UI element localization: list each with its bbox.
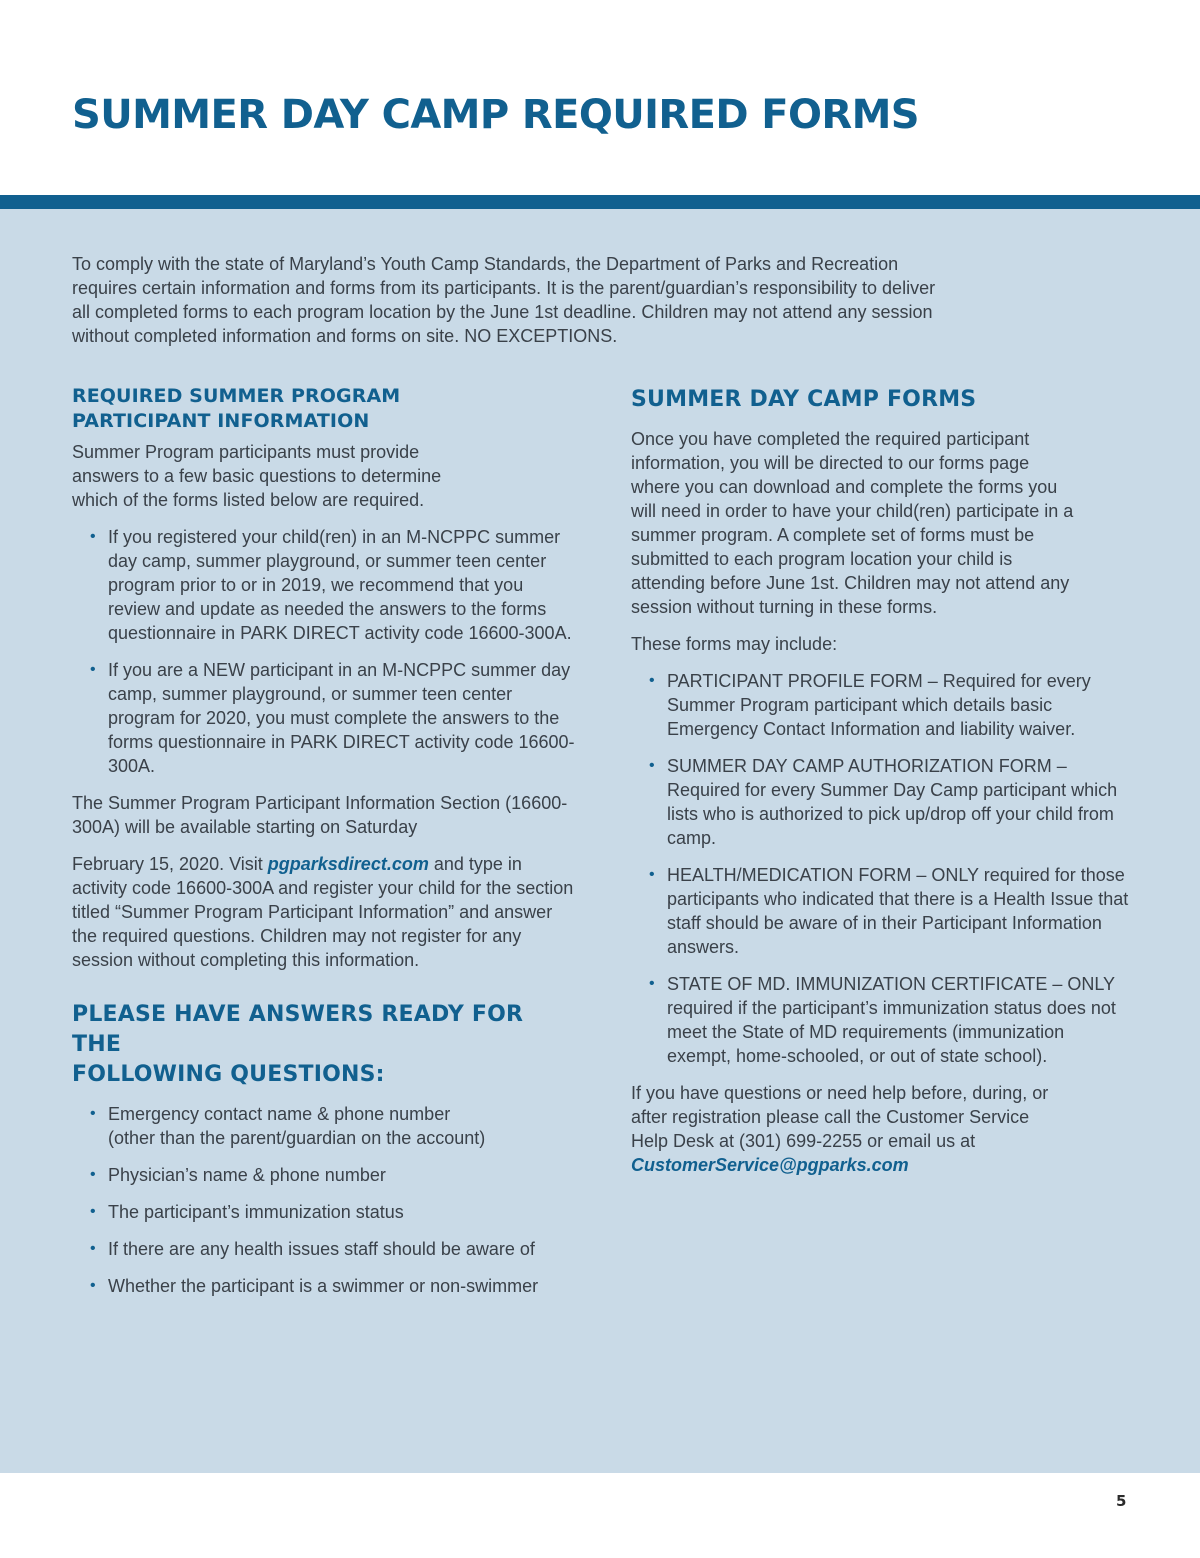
participant-info-heading: REQUIRED SUMMER PROGRAM PARTICIPANT INFORMATION [72,385,401,432]
bullet-icon: • [90,1240,96,1257]
bullet-icon: • [90,661,96,678]
list-item: • STATE OF MD. IMMUNIZATION CERTIFICATE – ONLY required if the participant’s immunization status does not meet the State of MD requirements (immunization exempt, home-schooled, or out of state school). [649,974,1116,1066]
bullet-icon: • [649,672,655,689]
bullet-icon: • [90,1203,96,1220]
bullet-icon: • [649,866,655,883]
right-column [631,385,1131,1177]
list-item: • If you are a NEW participant in an M-NCPPC summer day camp, summer playground, or summer teen center program for 2020, you must complete the answers to the forms questionnaire in PARK DIRECT activity code 16600-300A. [90,660,575,776]
forms-intro: These forms may include: [631,634,838,654]
forms-lead: Once you have completed the required participant information, you will be directed to our forms page where you can download and complete the forms you will need in order to have your child(ren) participate in a summer program. A complete set of forms must be submitted to each program location your child is attending before June 1st. Children may not attend any session without turning in these forms. [631,429,1074,617]
list-item: • If there are any health issues staff should be aware of [90,1239,535,1259]
bullet-icon: • [90,1166,96,1183]
list-item: • HEALTH/MEDICATION FORM – ONLY required for those participants who indicated that there is a Health Issue that staff should be aware of in their Participant Information answers. [649,865,1129,957]
customer-service-email-link[interactable]: CustomerService@pgparks.com [631,1155,909,1175]
bullet-icon: • [649,975,655,992]
left-column [72,384,577,1311]
questions-list [72,1102,577,1298]
bullet-icon: • [90,528,96,545]
page-number: 5 [1116,1492,1127,1510]
questions-heading: PLEASE HAVE ANSWERS READY FOR THE FOLLOWING QUESTIONS: [72,1002,524,1087]
pgparksdirect-link[interactable]: pgparksdirect.com [267,854,429,874]
forms-heading: SUMMER DAY CAMP FORMS [631,387,977,412]
participant-info-lead: Summer Program participants must provide answers to a few basic questions to determine which of the forms listed below are required. [72,442,442,510]
page-title: SUMMER DAY CAMP REQUIRED FORMS [72,92,920,138]
list-item: • The participant’s immunization status [90,1202,404,1222]
list-item: • Physician’s name & phone number [90,1165,386,1185]
list-item: • SUMMER DAY CAMP AUTHORIZATION FORM – Required for every Summer Day Camp participant which lists who is authorized to pick up/drop off your child from camp. [649,756,1118,848]
forms-list [631,669,1131,1068]
bullet-icon: • [90,1277,96,1294]
list-item: • Emergency contact name & phone number (other than the parent/guardian on the account) [90,1104,486,1148]
list-item: • If you registered your child(ren) in an M-NCPPC summer day camp, summer playground, or summer teen center program prior to or in 2019, we recommend that you review and update as needed the answers to the forms questionnaire in PARK DIRECT activity code 16600-300A. [90,527,572,643]
intro-paragraph: To comply with the state of Maryland’s Youth Camp Standards, the Department of Parks and Recreation requires certain information and forms from its participants. It is the parent/guardian’s responsibility to deliver all completed forms to each program location by the June 1st deadline. Children may not attend any session without completed information and forms on site. NO EXCEPTIONS. [72,254,936,346]
visit-paragraph: February 15, 2020. Visit pgparksdirect.com and type in activity code 16600-300A and register your child for the section titled “Summer Program Participant Information” and answer the required questions. Children may not register for any session without completing this information. [72,854,574,970]
bullet-icon: • [649,757,655,774]
list-item: • Whether the participant is a swimmer or non-swimmer [90,1276,539,1296]
questions-note: (other than the parent/guardian on the account) [108,1128,486,1148]
availability-text: The Summer Program Participant Information Section (16600-300A) will be available starting on Saturday [72,793,568,837]
registration-bullets [72,525,577,778]
help-paragraph: If you have questions or need help before, during, or after registration please call the Customer Service Help Desk at (301) 699-2255 or email us at CustomerService@pgparks.com [631,1083,1049,1175]
header-rule [0,195,1200,209]
list-item: • PARTICIPANT PROFILE FORM – Required for every Summer Program participant which details basic Emergency Contact Information and liability waiver. [649,671,1091,739]
bullet-icon: • [90,1105,96,1122]
